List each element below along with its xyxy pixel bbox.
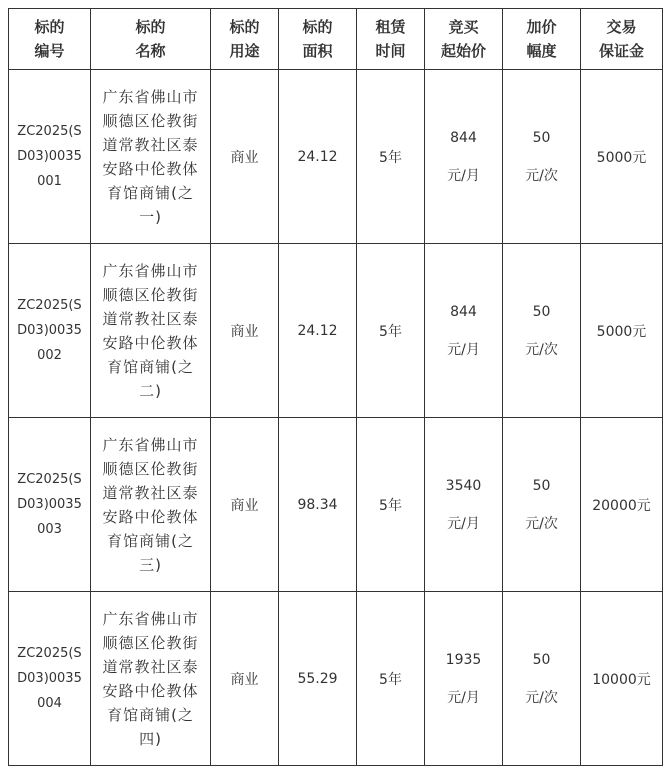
header-item-name: 标的 名称 (91, 9, 211, 70)
lease-term-cell: 5年 (357, 418, 425, 592)
lease-term-cell: 5年 (357, 244, 425, 418)
item-use-cell: 商业 (211, 418, 279, 592)
header-lease-term: 租赁 时间 (357, 9, 425, 70)
item-area-cell: 55.29 (279, 592, 357, 766)
item-code-cell: ZC2025(S D03)0035 003 (9, 418, 91, 592)
header-item-area: 标的 面积 (279, 9, 357, 70)
item-code-cell: ZC2025(S D03)0035 002 (9, 244, 91, 418)
starting-price-cell: 844 元/月 (425, 244, 503, 418)
increment-cell: 50 元/次 (503, 592, 581, 766)
item-use-cell: 商业 (211, 70, 279, 244)
deposit-cell: 10000元 (581, 592, 663, 766)
table-row (9, 592, 663, 766)
header-item-code: 标的 编号 (9, 9, 91, 70)
bid-items-table (8, 8, 663, 766)
item-name-cell: 广东省佛山市 顺德区伦教街 道常教社区泰 安路中伦教体 育馆商铺(之 一) (91, 70, 211, 244)
starting-price-cell: 1935 元/月 (425, 592, 503, 766)
header-increment: 加价 幅度 (503, 9, 581, 70)
starting-price-cell: 844 元/月 (425, 70, 503, 244)
increment-cell: 50 元/次 (503, 418, 581, 592)
lease-term-cell: 5年 (357, 70, 425, 244)
table-header-row (9, 9, 663, 70)
table-row (9, 244, 663, 418)
item-name-cell: 广东省佛山市 顺德区伦教街 道常教社区泰 安路中伦教体 育馆商铺(之 四) (91, 592, 211, 766)
table-row (9, 418, 663, 592)
starting-price-cell: 3540 元/月 (425, 418, 503, 592)
item-use-cell: 商业 (211, 244, 279, 418)
item-name-cell: 广东省佛山市 顺德区伦教街 道常教社区泰 安路中伦教体 育馆商铺(之 二) (91, 244, 211, 418)
deposit-cell: 5000元 (581, 70, 663, 244)
item-use-cell: 商业 (211, 592, 279, 766)
item-name-cell: 广东省佛山市 顺德区伦教街 道常教社区泰 安路中伦教体 育馆商铺(之 三) (91, 418, 211, 592)
item-area-cell: 24.12 (279, 70, 357, 244)
header-starting-price: 竞买 起始价 (425, 9, 503, 70)
increment-cell: 50 元/次 (503, 70, 581, 244)
deposit-cell: 20000元 (581, 418, 663, 592)
table-row (9, 70, 663, 244)
item-code-cell: ZC2025(S D03)0035 001 (9, 70, 91, 244)
item-code-cell: ZC2025(S D03)0035 004 (9, 592, 91, 766)
header-item-use: 标的 用途 (211, 9, 279, 70)
increment-cell: 50 元/次 (503, 244, 581, 418)
lease-term-cell: 5年 (357, 592, 425, 766)
header-deposit: 交易 保证金 (581, 9, 663, 70)
deposit-cell: 5000元 (581, 244, 663, 418)
item-area-cell: 24.12 (279, 244, 357, 418)
item-area-cell: 98.34 (279, 418, 357, 592)
